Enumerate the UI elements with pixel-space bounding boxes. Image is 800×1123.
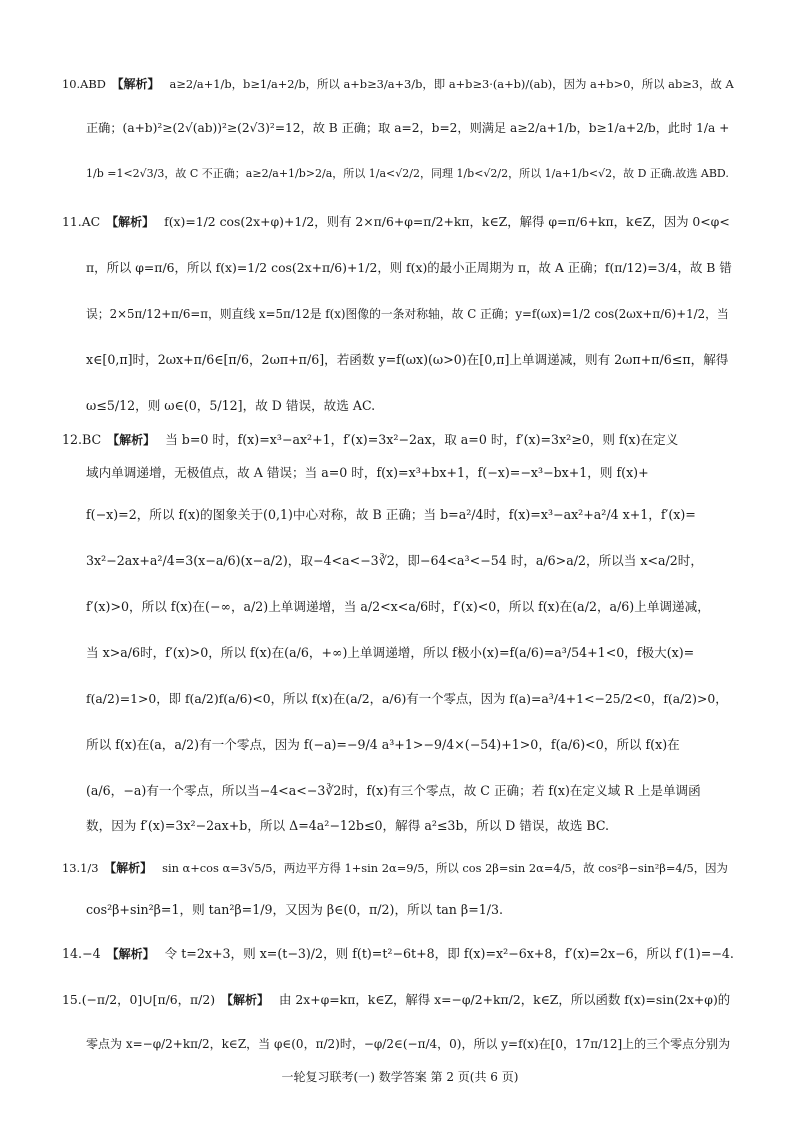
q13-line-2: cos²β+sin²β=1，则 tan²β=1/9，又因为 β∈(0，π/2)，所以 tan β=1/3. [86, 902, 504, 917]
q14-number: 14.−4 [62, 946, 101, 961]
q12-line-2: 域内单调递增，无极值点，故 A 错误；当 a=0 时，f(x)=x³+bx+1，f(−x)=−x³−bx+1，则 f(x)+ [86, 465, 649, 480]
q12-line-10: 数，因为 f′(x)=3x²−2ax+b，所以 Δ=4a²−12b≤0，解得 a²≤3b，所以 D 错误，故选 BC. [86, 818, 610, 833]
q13-text-1: sin α+cos α=3√5/5，两边平方得 1+sin 2α=9/5，所以 cos 2β=sin 2α=4/5，故 cos²β−sin²β=4/5，因为 [162, 861, 728, 875]
q10-line-1 [62, 74, 736, 94]
q11-line-2: π，所以 φ=π/6，所以 f(x)=1/2 cos(2x+π/6)+1/2，则 f(x)的最小正周期为 π，故 A 正确；f(π/12)=3/4，故 B 错 [86, 260, 732, 275]
q12-line-5: f′(x)>0，所以 f(x)在(−∞，a/2)上单调递增，当 a/2<x<a/6时，f′(x)<0，所以 f(x)在(a/2，a/6)上单调递减， [86, 599, 710, 614]
q13-tag: 【解析】 [104, 861, 153, 875]
q12-line-4: 3x²−2ax+a²/4=3(x−a/6)(x−a/2)，取−4<a<−3∛2，即−64<a³<−54 时，a/6>a/2，所以当 x<a/2时， [86, 553, 703, 568]
q12-line-6: 当 x>a/6时，f′(x)>0，所以 f(x)在(a/6，+∞)上单调递增，所以 f极小(x)=f(a/6)=a³/54+1<0，f极大(x)= [86, 645, 695, 660]
q11-line-1 [62, 212, 736, 232]
q12-text-1: 当 b=0 时，f(x)=x³−ax²+1，f′(x)=3x²−2ax，取 a=0 时，f′(x)=3x²≥0，则 f(x)在定义 [165, 432, 679, 447]
q13-number: 13.1/3 [62, 861, 99, 875]
q11-line-3: 误；2×5π/12+π/6=π，则直线 x=5π/12是 f(x)图像的一条对称轴，故 C 正确；y=f(ωx)=1/2 cos(2ωx+π/6)+1/2，当 [86, 307, 729, 321]
q12-line-1 [62, 430, 736, 450]
q10-number: 10.ABD [62, 77, 106, 91]
q11-line-4: x∈[0,π]时，2ωx+π/6∈[π/6，2ωπ+π/6]，若函数 y=f(ωx)(ω>0)在[0,π]上单调递减，则有 2ωπ+π/6≤π，解得 [86, 352, 729, 367]
q10-line-3: 1/b =1<2√3/3，故 C 不正确；a≥2/a+1/b>2/a，所以 1/a<√2/2，同理 1/b<√2/2，所以 1/a+1/b<√2，故 D 正确.故选 ABD. [86, 167, 729, 180]
q10-line-2: 正确；(a+b)²≥(2√(ab))²≥(2√3)²=12，故 B 正确；取 a=2，b=2，则满足 a≥2/a+1/b，b≥1/a+2/b，此时 1/a + [86, 121, 730, 135]
q10-tag: 【解析】 [111, 77, 160, 91]
q12-tag: 【解析】 [107, 433, 156, 447]
q11-number: 11.AC [62, 214, 101, 229]
q11-tag: 【解析】 [106, 215, 155, 229]
q15-tag: 【解析】 [221, 993, 270, 1007]
q13-line-1 [62, 858, 736, 878]
page-footer: 一轮复习联考(一) 数学答案 第 2 页(共 6 页) [281, 1070, 519, 1084]
q12-number: 12.BC [62, 432, 102, 447]
q11-text-1: f(x)=1/2 cos(2x+φ)+1/2，则有 2×π/6+φ=π/2+kπ，k∈Z，解得 φ=π/6+kπ，k∈Z，因为 0<φ< [164, 214, 730, 229]
q15-number: 15.(−π/2，0]∪[π/6，π/2) [62, 992, 216, 1007]
q12-line-8: 所以 f(x)在(a，a/2)有一个零点，因为 f(−a)=−9/4 a³+1>−9/4×(−54)+1>0，f(a/6)<0，所以 f(x)在 [86, 737, 680, 752]
q14-tag: 【解析】 [106, 947, 155, 961]
q12-line-9: (a/6，−a)有一个零点，所以当−4<a<−3∛2时，f(x)有三个零点，故 C 正确；若 f(x)在定义域 R 上是单调函 [86, 783, 701, 798]
q12-line-7: f(a/2)=1>0，即 f(a/2)f(a/6)<0，所以 f(x)在(a/2，a/6)有一个零点，因为 f(a)=a³/4+1<−25/2<0，f(a/2)>0， [86, 691, 728, 706]
q15-line-1 [62, 990, 736, 1010]
q14-line-1 [62, 944, 736, 964]
q10-text-1: a≥2/a+1/b，b≥1/a+2/b，所以 a+b≥3/a+3/b，即 a+b≥3·(a+b)/(ab)，因为 a+b>0，所以 ab≥3，故 A [169, 77, 734, 91]
q15-text-1: 由 2x+φ=kπ，k∈Z，解得 x=−φ/2+kπ/2，k∈Z，所以函数 f(x)=sin(2x+φ)的 [279, 992, 731, 1007]
q15-line-2: 零点为 x=−φ/2+kπ/2，k∈Z，当 φ∈(0，π/2)时，−φ/2∈(−π/4，0)，所以 y=f(x)在[0，17π/12]上的三个零点分别为 [86, 1037, 731, 1051]
q14-text-1: 令 t=2x+3，则 x=(t−3)/2，则 f(t)=t²−6t+8，即 f(x)=x²−6x+8，f′(x)=2x−6，所以 f′(1)=−4. [164, 946, 734, 961]
q11-line-5: ω≤5/12，则 ω∈(0，5/12]，故 D 错误，故选 AC. [86, 398, 376, 413]
q12-line-3: f(−x)=2，所以 f(x)的图象关于(0,1)中心对称，故 B 正确；当 b=a²/4时，f(x)=x³−ax²+a²/4 x+1，f′(x)= [86, 507, 696, 522]
